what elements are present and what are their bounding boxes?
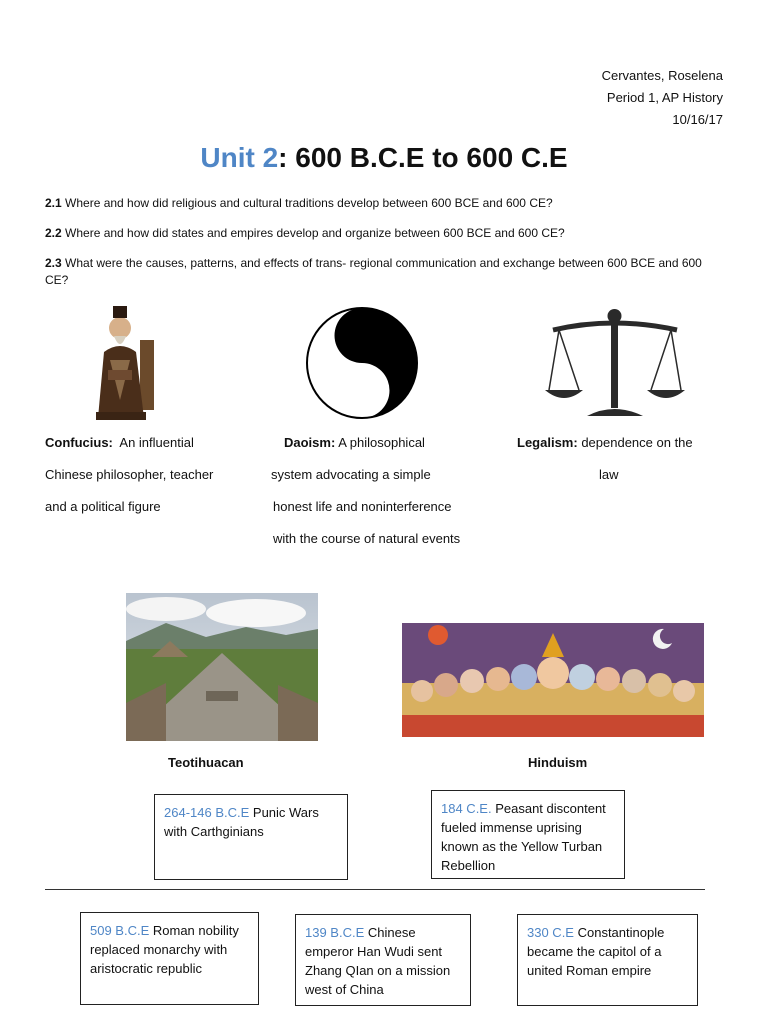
event-date: 330 C.E: [527, 925, 574, 940]
event-text: Peasant discontent fueled immense uprising known as the Yellow Turban Rebellion: [441, 801, 606, 873]
class-period: Period 1, AP History: [606, 90, 723, 105]
legalism-text: dependence on the: [581, 435, 693, 450]
teotihuacan-image: [126, 593, 318, 741]
daoism-text: A philosophical: [338, 435, 425, 450]
event-yellow-turban: [431, 790, 625, 879]
legalism-term: Legalism:: [517, 435, 578, 450]
scales-of-justice-icon: [545, 306, 685, 422]
document-date: 10/16/17: [672, 112, 723, 127]
daoism-line-4: with the course of natural events: [273, 531, 461, 546]
event-constantinople: [517, 914, 698, 1006]
event-zhang-qian: [295, 914, 471, 1006]
confucius-image: [80, 300, 160, 422]
event-roman-republic: [80, 912, 259, 1005]
event-date: 509 B.C.E: [90, 923, 150, 938]
question-2-1: [45, 195, 725, 212]
author-name: Cervantes, Roselena: [601, 68, 723, 83]
unit-range: : 600 B.C.E to 600 C.E: [278, 142, 568, 173]
event-date: 184 C.E.: [441, 801, 492, 816]
event-date: 139 B.C.E: [305, 925, 365, 940]
question-2-2: [45, 225, 725, 242]
confucius-term: Confucius:: [45, 435, 113, 450]
legalism-line-1: [517, 435, 693, 450]
daoism-line-1: [284, 435, 425, 450]
question-text: What were the causes, patterns, and effects of trans- regional communication and exchange between 600 BCE and 600 CE?: [45, 256, 702, 287]
hinduism-caption: Hinduism: [528, 755, 588, 770]
question-number: 2.1: [45, 196, 62, 210]
event-text: Constantinople became the capitol of a united Roman empire: [527, 925, 665, 978]
question-number: 2.3: [45, 256, 62, 270]
legalism-line-2: law: [599, 467, 619, 482]
confucius-line-2: Chinese philosopher, teacher: [45, 467, 214, 482]
teotihuacan-caption: Teotihuacan: [168, 755, 244, 770]
daoism-line-3: honest life and noninterference: [273, 499, 452, 514]
daoism-line-2: system advocating a simple: [271, 467, 431, 482]
confucius-line-1: [45, 435, 194, 450]
question-text: Where and how did states and empires develop and organize between 600 BCE and 600 CE?: [61, 226, 565, 240]
confucius-text: An influential: [119, 435, 194, 450]
confucius-line-3: and a political figure: [45, 499, 161, 514]
event-text: Roman nobility replaced monarchy with aristocratic republic: [90, 923, 239, 976]
question-text: Where and how did religious and cultural traditions develop between 600 BCE and 600 CE?: [61, 196, 553, 210]
hinduism-image: [402, 623, 704, 737]
daoism-term: Daoism:: [284, 435, 336, 450]
timeline-divider: [45, 889, 705, 890]
question-2-3: [45, 255, 725, 289]
event-text: Punic Wars with Carthginians: [164, 805, 319, 839]
question-number: 2.2: [45, 226, 62, 240]
yin-yang-icon: [305, 306, 419, 420]
unit-label: Unit 2: [200, 142, 279, 173]
event-date: 264-146 B.C.E: [164, 805, 250, 820]
page-title: [0, 142, 768, 174]
event-punic-wars: [154, 794, 348, 880]
event-text: Chinese emperor Han Wudi sent Zhang QIan on a mission west of China: [305, 925, 451, 997]
